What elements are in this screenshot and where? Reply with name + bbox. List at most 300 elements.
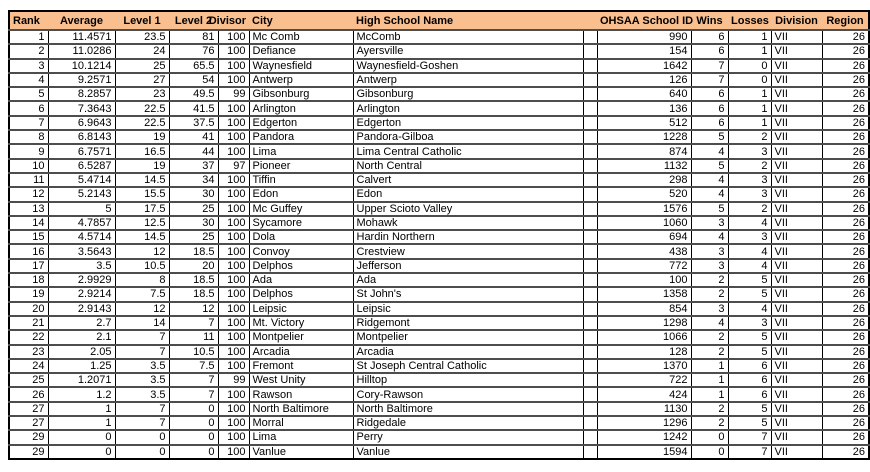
cell-region[interactable]: 26 — [822, 159, 869, 173]
cell-division[interactable]: VII — [771, 402, 822, 416]
cell-high_school_name[interactable]: Gibsonburg — [353, 87, 583, 101]
cell-level_1[interactable]: 7.5 — [115, 287, 169, 301]
cell-spacer[interactable] — [583, 416, 597, 430]
cell-region[interactable]: 26 — [822, 345, 869, 359]
cell-divisor[interactable]: 100 — [218, 244, 249, 258]
cell-rank[interactable]: 27 — [9, 402, 48, 416]
cell-losses[interactable]: 5 — [728, 330, 771, 344]
cell-level_1[interactable]: 14 — [115, 316, 169, 330]
cell-wins[interactable]: 4 — [691, 316, 728, 330]
cell-region[interactable]: 26 — [822, 330, 869, 344]
cell-losses[interactable]: 4 — [728, 244, 771, 258]
cell-division[interactable]: VII — [771, 101, 822, 115]
cell-high_school_name[interactable]: McComb — [353, 30, 583, 44]
cell-level_1[interactable]: 23.5 — [115, 30, 169, 44]
cell-rank[interactable]: 27 — [9, 416, 48, 430]
cell-losses[interactable]: 2 — [728, 159, 771, 173]
cell-division[interactable]: VII — [771, 216, 822, 230]
cell-spacer[interactable] — [583, 216, 597, 230]
cell-rank[interactable]: 29 — [9, 430, 48, 444]
cell-losses[interactable]: 3 — [728, 230, 771, 244]
cell-level_1[interactable]: 27 — [115, 73, 169, 87]
cell-average[interactable]: 2.1 — [48, 330, 115, 344]
cell-high_school_name[interactable]: Pandora-Gilboa — [353, 130, 583, 144]
cell-rank[interactable]: 11 — [9, 173, 48, 187]
cell-division[interactable]: VII — [771, 244, 822, 258]
header-rank[interactable]: Rank — [9, 11, 48, 30]
cell-level_2[interactable]: 37.5 — [169, 116, 218, 130]
cell-region[interactable]: 26 — [822, 187, 869, 201]
cell-average[interactable]: 4.5714 — [48, 230, 115, 244]
cell-divisor[interactable]: 100 — [218, 173, 249, 187]
cell-wins[interactable]: 6 — [691, 44, 728, 58]
cell-wins[interactable]: 1 — [691, 373, 728, 387]
cell-level_1[interactable]: 12.5 — [115, 216, 169, 230]
cell-high_school_name[interactable]: Calvert — [353, 173, 583, 187]
cell-level_1[interactable]: 0 — [115, 430, 169, 444]
cell-divisor[interactable]: 100 — [218, 187, 249, 201]
cell-high_school_name[interactable]: Perry — [353, 430, 583, 444]
cell-losses[interactable]: 0 — [728, 59, 771, 73]
cell-ohsaa_school_id[interactable]: 1642 — [597, 59, 691, 73]
cell-spacer[interactable] — [583, 173, 597, 187]
cell-rank[interactable]: 24 — [9, 359, 48, 373]
cell-average[interactable]: 5.2143 — [48, 187, 115, 201]
cell-ohsaa_school_id[interactable]: 1576 — [597, 202, 691, 216]
cell-wins[interactable]: 0 — [691, 445, 728, 459]
cell-level_2[interactable]: 12 — [169, 302, 218, 316]
cell-wins[interactable]: 3 — [691, 302, 728, 316]
cell-city[interactable]: Sycamore — [249, 216, 353, 230]
cell-divisor[interactable]: 100 — [218, 230, 249, 244]
cell-high_school_name[interactable]: St Joseph Central Catholic — [353, 359, 583, 373]
cell-high_school_name[interactable]: Hardin Northern — [353, 230, 583, 244]
cell-average[interactable]: 11.0286 — [48, 44, 115, 58]
cell-spacer[interactable] — [583, 402, 597, 416]
cell-rank[interactable]: 3 — [9, 59, 48, 73]
cell-ohsaa_school_id[interactable]: 1370 — [597, 359, 691, 373]
cell-ohsaa_school_id[interactable]: 298 — [597, 173, 691, 187]
cell-spacer[interactable] — [583, 244, 597, 258]
cell-spacer[interactable] — [583, 87, 597, 101]
cell-spacer[interactable] — [583, 159, 597, 173]
cell-region[interactable]: 26 — [822, 402, 869, 416]
cell-spacer[interactable] — [583, 302, 597, 316]
cell-region[interactable]: 26 — [822, 430, 869, 444]
cell-divisor[interactable]: 100 — [218, 387, 249, 401]
header-losses[interactable]: Losses — [728, 11, 771, 30]
cell-level_1[interactable]: 25 — [115, 59, 169, 73]
cell-ohsaa_school_id[interactable]: 854 — [597, 302, 691, 316]
cell-average[interactable]: 8.2857 — [48, 87, 115, 101]
cell-spacer[interactable] — [583, 316, 597, 330]
cell-city[interactable]: North Baltimore — [249, 402, 353, 416]
cell-city[interactable]: Edgerton — [249, 116, 353, 130]
cell-wins[interactable]: 6 — [691, 87, 728, 101]
cell-level_1[interactable]: 19 — [115, 159, 169, 173]
cell-level_2[interactable]: 7 — [169, 373, 218, 387]
cell-division[interactable]: VII — [771, 416, 822, 430]
cell-losses[interactable]: 1 — [728, 87, 771, 101]
cell-city[interactable]: Mc Comb — [249, 30, 353, 44]
cell-losses[interactable]: 2 — [728, 202, 771, 216]
cell-region[interactable]: 26 — [822, 259, 869, 273]
cell-level_1[interactable]: 15.5 — [115, 187, 169, 201]
header-level_2[interactable]: Level 2 — [169, 11, 218, 30]
cell-level_1[interactable]: 17.5 — [115, 202, 169, 216]
cell-level_1[interactable]: 0 — [115, 445, 169, 459]
cell-losses[interactable]: 3 — [728, 173, 771, 187]
cell-region[interactable]: 26 — [822, 216, 869, 230]
cell-rank[interactable]: 1 — [9, 30, 48, 44]
cell-ohsaa_school_id[interactable]: 772 — [597, 259, 691, 273]
cell-wins[interactable]: 5 — [691, 202, 728, 216]
cell-region[interactable]: 26 — [822, 416, 869, 430]
cell-spacer[interactable] — [583, 373, 597, 387]
cell-divisor[interactable]: 100 — [218, 445, 249, 459]
cell-level_1[interactable]: 14.5 — [115, 230, 169, 244]
cell-ohsaa_school_id[interactable]: 1242 — [597, 430, 691, 444]
cell-divisor[interactable]: 100 — [218, 101, 249, 115]
cell-city[interactable]: Leipsic — [249, 302, 353, 316]
cell-region[interactable]: 26 — [822, 130, 869, 144]
cell-average[interactable]: 2.9929 — [48, 273, 115, 287]
header-high_school_name[interactable]: High School Name — [353, 11, 583, 30]
cell-ohsaa_school_id[interactable]: 640 — [597, 87, 691, 101]
cell-average[interactable]: 6.5287 — [48, 159, 115, 173]
cell-ohsaa_school_id[interactable]: 990 — [597, 30, 691, 44]
cell-losses[interactable]: 0 — [728, 73, 771, 87]
cell-region[interactable]: 26 — [822, 273, 869, 287]
cell-spacer[interactable] — [583, 359, 597, 373]
cell-losses[interactable]: 1 — [728, 101, 771, 115]
cell-city[interactable]: Fremont — [249, 359, 353, 373]
cell-divisor[interactable]: 100 — [218, 359, 249, 373]
cell-spacer[interactable] — [583, 230, 597, 244]
cell-high_school_name[interactable]: Edon — [353, 187, 583, 201]
cell-city[interactable]: Lima — [249, 144, 353, 158]
cell-wins[interactable]: 2 — [691, 330, 728, 344]
cell-level_1[interactable]: 3.5 — [115, 373, 169, 387]
cell-ohsaa_school_id[interactable]: 694 — [597, 230, 691, 244]
cell-city[interactable]: West Unity — [249, 373, 353, 387]
cell-city[interactable]: Tiffin — [249, 173, 353, 187]
cell-city[interactable]: Pioneer — [249, 159, 353, 173]
cell-wins[interactable]: 4 — [691, 230, 728, 244]
cell-average[interactable]: 2.05 — [48, 345, 115, 359]
cell-city[interactable]: Arcadia — [249, 345, 353, 359]
cell-wins[interactable]: 6 — [691, 101, 728, 115]
cell-division[interactable]: VII — [771, 387, 822, 401]
cell-high_school_name[interactable]: Ridgemont — [353, 316, 583, 330]
cell-divisor[interactable]: 100 — [218, 216, 249, 230]
cell-rank[interactable]: 22 — [9, 330, 48, 344]
cell-losses[interactable]: 6 — [728, 359, 771, 373]
cell-level_1[interactable]: 7 — [115, 402, 169, 416]
cell-average[interactable]: 1.25 — [48, 359, 115, 373]
cell-high_school_name[interactable]: Jefferson — [353, 259, 583, 273]
cell-divisor[interactable]: 100 — [218, 302, 249, 316]
cell-level_2[interactable]: 34 — [169, 173, 218, 187]
cell-level_2[interactable]: 0 — [169, 430, 218, 444]
cell-level_2[interactable]: 65.5 — [169, 59, 218, 73]
cell-division[interactable]: VII — [771, 345, 822, 359]
header-level_1[interactable]: Level 1 — [115, 11, 169, 30]
cell-level_1[interactable]: 23 — [115, 87, 169, 101]
cell-rank[interactable]: 18 — [9, 273, 48, 287]
cell-city[interactable]: Delphos — [249, 259, 353, 273]
cell-level_1[interactable]: 7 — [115, 330, 169, 344]
cell-rank[interactable]: 6 — [9, 101, 48, 115]
cell-ohsaa_school_id[interactable]: 438 — [597, 244, 691, 258]
cell-average[interactable]: 0 — [48, 445, 115, 459]
cell-losses[interactable]: 5 — [728, 345, 771, 359]
cell-divisor[interactable]: 100 — [218, 116, 249, 130]
cell-divisor[interactable]: 100 — [218, 273, 249, 287]
cell-division[interactable]: VII — [771, 287, 822, 301]
cell-city[interactable]: Rawson — [249, 387, 353, 401]
cell-wins[interactable]: 7 — [691, 73, 728, 87]
cell-level_2[interactable]: 0 — [169, 416, 218, 430]
cell-rank[interactable]: 26 — [9, 387, 48, 401]
cell-level_2[interactable]: 81 — [169, 30, 218, 44]
cell-level_1[interactable]: 16.5 — [115, 144, 169, 158]
cell-level_2[interactable]: 30 — [169, 187, 218, 201]
cell-region[interactable]: 26 — [822, 101, 869, 115]
cell-division[interactable]: VII — [771, 87, 822, 101]
cell-ohsaa_school_id[interactable]: 1228 — [597, 130, 691, 144]
cell-region[interactable]: 26 — [822, 87, 869, 101]
cell-losses[interactable]: 3 — [728, 187, 771, 201]
header-spacer[interactable] — [583, 11, 597, 30]
cell-city[interactable]: Gibsonburg — [249, 87, 353, 101]
cell-division[interactable]: VII — [771, 30, 822, 44]
cell-spacer[interactable] — [583, 330, 597, 344]
cell-rank[interactable]: 7 — [9, 116, 48, 130]
cell-high_school_name[interactable]: Arlington — [353, 101, 583, 115]
cell-rank[interactable]: 20 — [9, 302, 48, 316]
cell-losses[interactable]: 4 — [728, 259, 771, 273]
cell-divisor[interactable]: 100 — [218, 144, 249, 158]
cell-region[interactable]: 26 — [822, 302, 869, 316]
cell-region[interactable]: 26 — [822, 73, 869, 87]
cell-level_1[interactable]: 8 — [115, 273, 169, 287]
cell-average[interactable]: 2.9143 — [48, 302, 115, 316]
cell-average[interactable]: 5 — [48, 202, 115, 216]
cell-average[interactable]: 2.9214 — [48, 287, 115, 301]
cell-level_1[interactable]: 3.5 — [115, 359, 169, 373]
cell-division[interactable]: VII — [771, 202, 822, 216]
cell-wins[interactable]: 5 — [691, 159, 728, 173]
cell-city[interactable]: Morral — [249, 416, 353, 430]
cell-spacer[interactable] — [583, 273, 597, 287]
cell-spacer[interactable] — [583, 59, 597, 73]
cell-losses[interactable]: 3 — [728, 144, 771, 158]
cell-level_2[interactable]: 0 — [169, 402, 218, 416]
cell-level_2[interactable]: 7.5 — [169, 359, 218, 373]
cell-ohsaa_school_id[interactable]: 1298 — [597, 316, 691, 330]
cell-high_school_name[interactable]: Cory-Rawson — [353, 387, 583, 401]
cell-spacer[interactable] — [583, 44, 597, 58]
cell-division[interactable]: VII — [771, 359, 822, 373]
cell-division[interactable]: VII — [771, 273, 822, 287]
cell-wins[interactable]: 2 — [691, 287, 728, 301]
cell-spacer[interactable] — [583, 187, 597, 201]
cell-region[interactable]: 26 — [822, 359, 869, 373]
cell-region[interactable]: 26 — [822, 202, 869, 216]
cell-losses[interactable]: 1 — [728, 30, 771, 44]
cell-level_1[interactable]: 14.5 — [115, 173, 169, 187]
cell-division[interactable]: VII — [771, 330, 822, 344]
cell-wins[interactable]: 3 — [691, 216, 728, 230]
cell-level_2[interactable]: 30 — [169, 216, 218, 230]
cell-high_school_name[interactable]: Leipsic — [353, 302, 583, 316]
cell-rank[interactable]: 21 — [9, 316, 48, 330]
cell-division[interactable]: VII — [771, 173, 822, 187]
cell-region[interactable]: 26 — [822, 316, 869, 330]
cell-ohsaa_school_id[interactable]: 1066 — [597, 330, 691, 344]
cell-region[interactable]: 26 — [822, 445, 869, 459]
cell-ohsaa_school_id[interactable]: 100 — [597, 273, 691, 287]
cell-division[interactable]: VII — [771, 159, 822, 173]
cell-high_school_name[interactable]: Antwerp — [353, 73, 583, 87]
cell-level_1[interactable]: 12 — [115, 244, 169, 258]
cell-level_1[interactable]: 7 — [115, 416, 169, 430]
cell-wins[interactable]: 7 — [691, 59, 728, 73]
cell-division[interactable]: VII — [771, 373, 822, 387]
cell-spacer[interactable] — [583, 30, 597, 44]
cell-rank[interactable]: 8 — [9, 130, 48, 144]
cell-losses[interactable]: 5 — [728, 402, 771, 416]
cell-spacer[interactable] — [583, 287, 597, 301]
cell-rank[interactable]: 9 — [9, 144, 48, 158]
cell-wins[interactable]: 6 — [691, 30, 728, 44]
cell-high_school_name[interactable]: St John's — [353, 287, 583, 301]
cell-division[interactable]: VII — [771, 144, 822, 158]
cell-wins[interactable]: 4 — [691, 187, 728, 201]
cell-level_2[interactable]: 37 — [169, 159, 218, 173]
cell-wins[interactable]: 2 — [691, 402, 728, 416]
cell-ohsaa_school_id[interactable]: 512 — [597, 116, 691, 130]
cell-division[interactable]: VII — [771, 316, 822, 330]
cell-high_school_name[interactable]: Hilltop — [353, 373, 583, 387]
cell-average[interactable]: 1 — [48, 402, 115, 416]
cell-ohsaa_school_id[interactable]: 424 — [597, 387, 691, 401]
header-wins[interactable]: Wins — [691, 11, 728, 30]
cell-spacer[interactable] — [583, 116, 597, 130]
cell-ohsaa_school_id[interactable]: 520 — [597, 187, 691, 201]
header-ohsaa_school_id[interactable]: OHSAA School ID — [597, 11, 691, 30]
cell-divisor[interactable]: 100 — [218, 287, 249, 301]
cell-city[interactable]: Mc Guffey — [249, 202, 353, 216]
cell-rank[interactable]: 4 — [9, 73, 48, 87]
cell-rank[interactable]: 2 — [9, 44, 48, 58]
cell-divisor[interactable]: 100 — [218, 316, 249, 330]
cell-average[interactable]: 3.5 — [48, 259, 115, 273]
cell-high_school_name[interactable]: Ayersville — [353, 44, 583, 58]
cell-wins[interactable]: 4 — [691, 144, 728, 158]
header-division[interactable]: Division — [771, 11, 822, 30]
cell-city[interactable]: Delphos — [249, 287, 353, 301]
cell-average[interactable]: 10.1214 — [48, 59, 115, 73]
cell-region[interactable]: 26 — [822, 373, 869, 387]
cell-ohsaa_school_id[interactable]: 1060 — [597, 216, 691, 230]
cell-city[interactable]: Ada — [249, 273, 353, 287]
cell-divisor[interactable]: 100 — [218, 44, 249, 58]
cell-level_2[interactable]: 41.5 — [169, 101, 218, 115]
cell-divisor[interactable]: 100 — [218, 416, 249, 430]
cell-level_2[interactable]: 7 — [169, 387, 218, 401]
cell-rank[interactable]: 5 — [9, 87, 48, 101]
cell-ohsaa_school_id[interactable]: 722 — [597, 373, 691, 387]
cell-high_school_name[interactable]: Crestview — [353, 244, 583, 258]
cell-wins[interactable]: 0 — [691, 430, 728, 444]
cell-high_school_name[interactable]: Arcadia — [353, 345, 583, 359]
cell-rank[interactable]: 17 — [9, 259, 48, 273]
cell-city[interactable]: Montpelier — [249, 330, 353, 344]
cell-losses[interactable]: 2 — [728, 130, 771, 144]
cell-ohsaa_school_id[interactable]: 136 — [597, 101, 691, 115]
cell-city[interactable]: Pandora — [249, 130, 353, 144]
cell-average[interactable]: 5.4714 — [48, 173, 115, 187]
cell-level_2[interactable]: 7 — [169, 316, 218, 330]
cell-rank[interactable]: 29 — [9, 445, 48, 459]
cell-level_2[interactable]: 18.5 — [169, 273, 218, 287]
cell-division[interactable]: VII — [771, 430, 822, 444]
cell-level_2[interactable]: 18.5 — [169, 244, 218, 258]
cell-average[interactable]: 11.4571 — [48, 30, 115, 44]
cell-average[interactable]: 2.7 — [48, 316, 115, 330]
cell-average[interactable]: 1 — [48, 416, 115, 430]
cell-division[interactable]: VII — [771, 445, 822, 459]
cell-losses[interactable]: 3 — [728, 316, 771, 330]
cell-high_school_name[interactable]: Lima Central Catholic — [353, 144, 583, 158]
cell-level_1[interactable]: 3.5 — [115, 387, 169, 401]
cell-level_2[interactable]: 54 — [169, 73, 218, 87]
cell-losses[interactable]: 1 — [728, 44, 771, 58]
cell-divisor[interactable]: 100 — [218, 130, 249, 144]
cell-wins[interactable]: 6 — [691, 116, 728, 130]
cell-region[interactable]: 26 — [822, 173, 869, 187]
cell-average[interactable]: 7.3643 — [48, 101, 115, 115]
cell-wins[interactable]: 2 — [691, 345, 728, 359]
cell-city[interactable]: Waynesfield — [249, 59, 353, 73]
cell-wins[interactable]: 1 — [691, 387, 728, 401]
cell-region[interactable]: 26 — [822, 59, 869, 73]
cell-level_2[interactable]: 20 — [169, 259, 218, 273]
cell-wins[interactable]: 2 — [691, 273, 728, 287]
cell-level_2[interactable]: 44 — [169, 144, 218, 158]
cell-rank[interactable]: 10 — [9, 159, 48, 173]
cell-spacer[interactable] — [583, 345, 597, 359]
cell-region[interactable]: 26 — [822, 44, 869, 58]
cell-level_2[interactable]: 25 — [169, 202, 218, 216]
cell-average[interactable]: 6.7571 — [48, 144, 115, 158]
cell-average[interactable]: 3.5643 — [48, 244, 115, 258]
cell-spacer[interactable] — [583, 202, 597, 216]
cell-high_school_name[interactable]: Upper Scioto Valley — [353, 202, 583, 216]
cell-average[interactable]: 0 — [48, 430, 115, 444]
cell-divisor[interactable]: 100 — [218, 30, 249, 44]
cell-divisor[interactable]: 100 — [218, 59, 249, 73]
cell-rank[interactable]: 16 — [9, 244, 48, 258]
cell-division[interactable]: VII — [771, 116, 822, 130]
cell-wins[interactable]: 5 — [691, 130, 728, 144]
cell-rank[interactable]: 25 — [9, 373, 48, 387]
cell-losses[interactable]: 1 — [728, 116, 771, 130]
cell-high_school_name[interactable]: Ada — [353, 273, 583, 287]
cell-rank[interactable]: 14 — [9, 216, 48, 230]
